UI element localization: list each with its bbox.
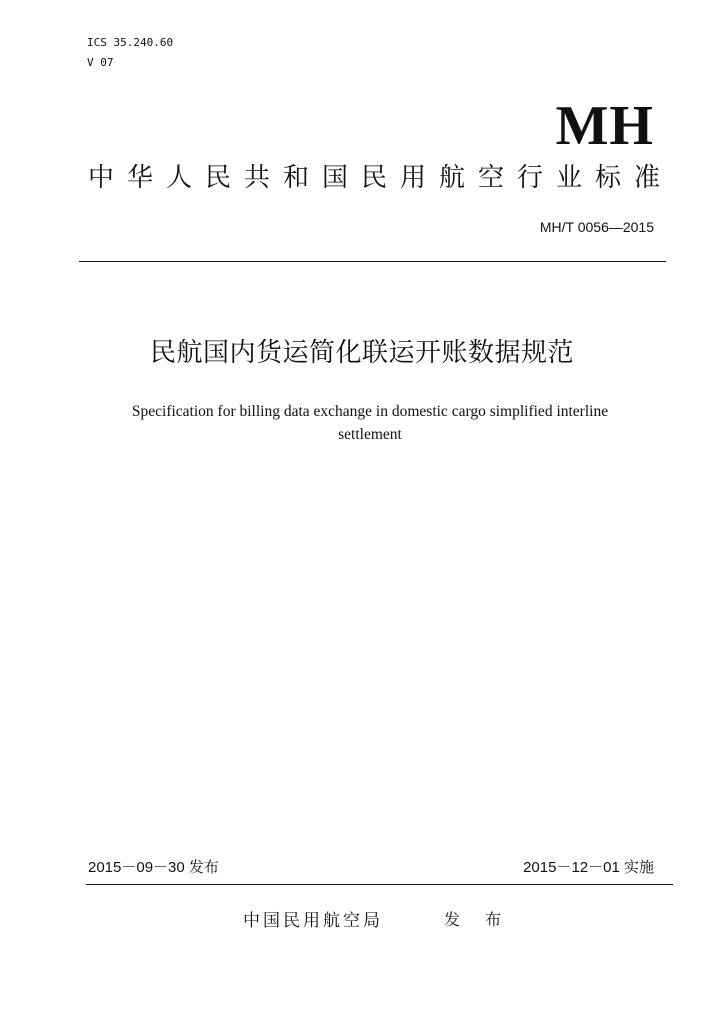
issue-date: 2015－09－30 发布 (88, 859, 219, 876)
ics-code: ICS 35.240.60 (87, 36, 174, 49)
publish-label: 发 布 (444, 910, 512, 929)
document-title-chinese: 民航国内货运简化联运开账数据规范 (149, 338, 574, 368)
issuing-authority: 中国民用航空局 (243, 911, 383, 931)
effective-date: 2015－12－01 实施 (523, 859, 654, 876)
bottom-divider (86, 884, 673, 885)
standard-classification: 中华人民共和国民用航空行业标准 (88, 163, 674, 193)
category-code: V 07 (87, 56, 114, 69)
standard-number: MH/T 0056—2015 (539, 219, 654, 235)
top-divider (79, 261, 666, 262)
mh-logo: MH (555, 95, 654, 157)
document-title-english: Specification for billing data exchange in domestic cargo simplified interline settlement (131, 403, 609, 443)
